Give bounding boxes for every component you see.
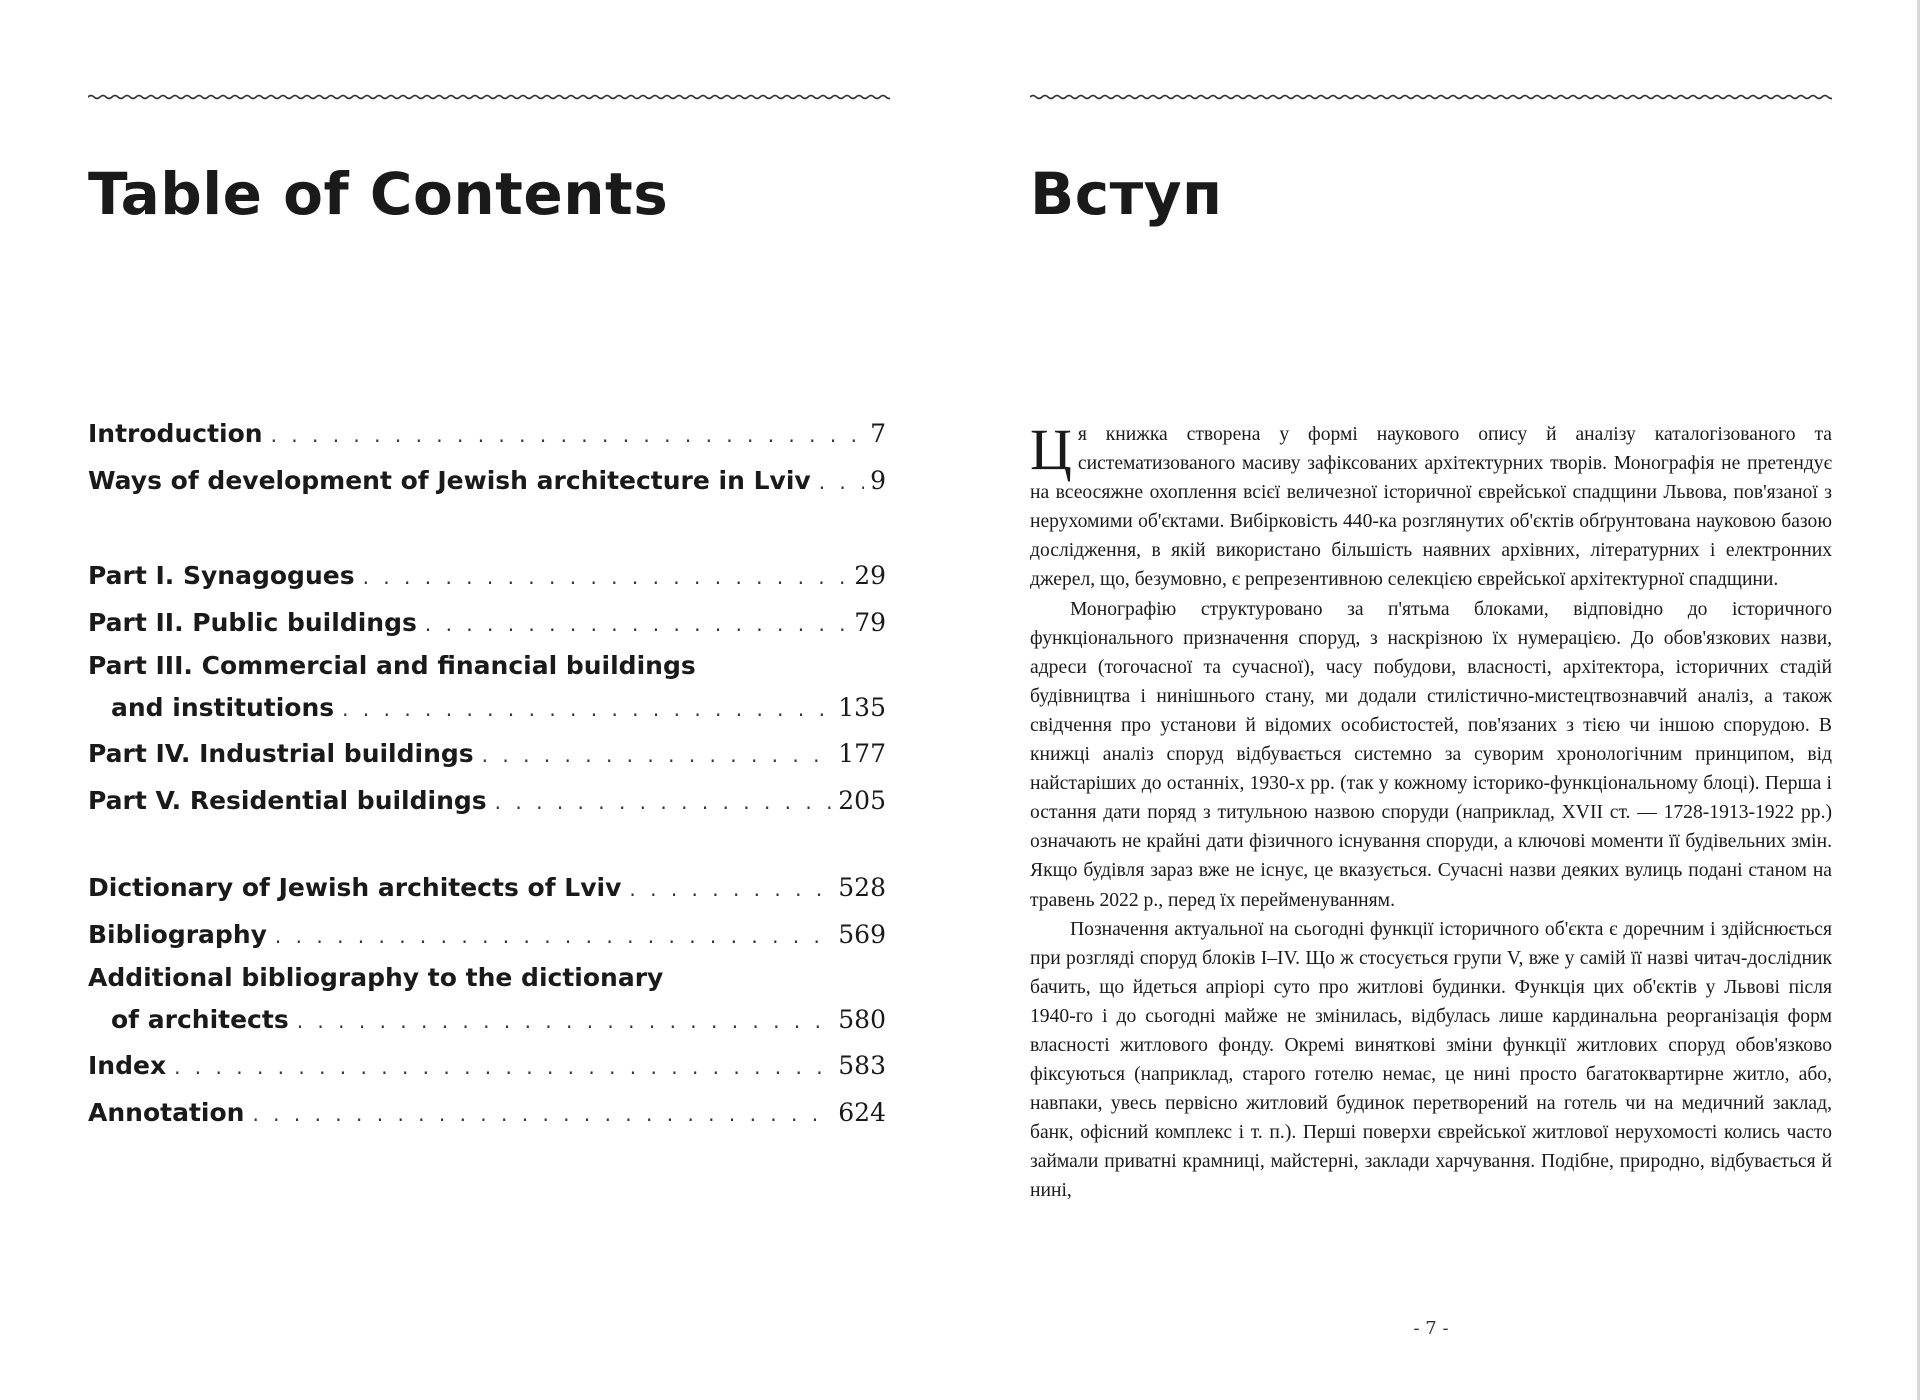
toc-leader-dots	[425, 601, 848, 648]
toc-entry-part-3[interactable]	[88, 646, 886, 730]
toc-entry-title: Part IV. Industrial buildings	[88, 739, 474, 768]
intro-paragraph-1	[1030, 417, 1832, 595]
toc-leader-dots	[174, 1044, 832, 1091]
toc-entry-title: Annotation	[88, 1098, 245, 1127]
toc-leader-dots	[271, 412, 865, 459]
toc-entry-page: 569	[838, 920, 886, 949]
toc-entry-ways-of-development[interactable]	[88, 457, 886, 504]
toc-entry-page: 528	[838, 873, 886, 902]
toc-entry-part-1[interactable]	[88, 552, 886, 599]
drop-cap: Ц	[1030, 417, 1072, 482]
toc-entry-part-4[interactable]	[88, 730, 886, 777]
toc-entry-title: Ways of development of Jewish architecture in Lviv	[88, 466, 811, 495]
toc-leader-dots	[495, 779, 833, 826]
toc-entry-page: 7	[870, 419, 886, 448]
toc-entry-page: 29	[854, 561, 886, 590]
intro-heading: Вступ	[1030, 160, 1223, 228]
toc-spacer	[88, 824, 886, 864]
left-page	[88, 0, 890, 1400]
toc-entry-part-5[interactable]	[88, 777, 886, 824]
toc-entry-title-line2: of architects	[111, 1005, 289, 1034]
intro-paragraph-2: Монографію структуровано за п'ятьма блоками, відповідно до історичного функціонального призначення споруд, з наскрізною їх нумерацією. До обов'язкових назви, адреси (тогочасної та сучасної), часу побудови, власності, архітектора, історичних стадій будівництва і нинішнього стану, ми додали стилістично-мистецтвознавчий аналіз, а також свідчення про установи й відомих особистостей, пов'язаних з тією чи іншою спорудою. В книжці аналіз споруд відбувається системно за суворим хронологічним принципом, від найстаріших до останніх, 1930-х рр. (так у кожному історико-функціональному блоці). Перша і остання дати поряд з титульною назвою споруди (наприклад, XVII ст. — 1728-1913-1922 рр.) означають не крайні дати фізичного існування споруди, а ключові моменти її будівельних змін. Якщо будівля зараз вже не існує, це вказується. Сучасні назви деяких вулиць подані станом на травень 2022 р., перед їх перейменуванням.	[1030, 598, 1832, 911]
toc-entry-title: Part II. Public buildings	[88, 608, 417, 637]
toc-leader-dots	[482, 732, 833, 779]
toc-entry-dictionary[interactable]	[88, 864, 886, 911]
toc-entry-page: 135	[838, 693, 886, 722]
table-of-contents	[88, 410, 886, 1136]
toc-entry-page: 580	[838, 1005, 886, 1034]
toc-entry-title: Part I. Synagogues	[88, 561, 355, 590]
toc-entry-page: 583	[838, 1051, 886, 1080]
toc-entry-title-line1: Additional bibliography to the dictionary	[88, 963, 664, 992]
toc-entry-title: Index	[88, 1051, 167, 1080]
toc-entry-annotation[interactable]	[88, 1089, 886, 1136]
toc-heading: Table of Contents	[88, 160, 669, 228]
toc-leader-dots	[629, 866, 832, 913]
toc-entry-part-2[interactable]	[88, 599, 886, 646]
toc-leader-dots	[342, 687, 832, 731]
toc-entry-page: 624	[838, 1098, 886, 1127]
toc-entry-page: 205	[838, 786, 886, 815]
toc-entry-title: Dictionary of Jewish architects of Lviv	[88, 873, 622, 902]
toc-entry-title-line1: Part III. Commercial and financial buildings	[88, 651, 696, 680]
toc-entry-bibliography[interactable]	[88, 911, 886, 958]
wavy-rule-left	[88, 88, 890, 106]
toc-entry-additional-bibliography[interactable]	[88, 958, 886, 1042]
toc-entry-title-line2: and institutions	[111, 693, 335, 722]
toc-entry-index[interactable]	[88, 1042, 886, 1089]
toc-leader-dots	[819, 459, 864, 506]
toc-leader-dots	[275, 913, 832, 960]
toc-entry-page: 177	[838, 739, 886, 768]
toc-entry-title: Part V. Residential buildings	[88, 786, 487, 815]
toc-entry-page: 9	[870, 466, 886, 495]
toc-leader-dots	[297, 999, 833, 1043]
toc-spacer	[88, 504, 886, 552]
toc-entry-title: Bibliography	[88, 920, 267, 949]
wavy-rule-right	[1030, 88, 1832, 106]
toc-entry-title: Introduction	[88, 419, 263, 448]
intro-paragraph-3: Позначення актуальної на сьогодні функції історичного об'єкта є доречним і здійснюється при розгляді споруд блоків I–IV. Що ж стосується групи V, вже у самій її назві читач-дослідник бачить, що йдеться апріорі суто про житлові будинки. Функція цих об'єктів у Львові після 1940-го і до сьогодні майже не змінилась, відбулась лише кардинальна реорганізація форм власності житлового фонду. Окремі виняткові зміни функції житлових споруд обов'язково фіксуються (наприклад, старого готелю немає, це нині просто багатоквартирне житло, або, навпаки, увесь первісно житловий будинок перетворений на готель чи на медичний заклад, банк, офісний комплекс і т. п.). Перші поверхи єврейської житлової нерухомості колись часто займали приватні крамниці, майстерні, заклади харчування. Подібне, природно, відбувається й нині,	[1030, 918, 1832, 1202]
toc-leader-dots	[363, 554, 849, 601]
toc-leader-dots	[252, 1091, 832, 1138]
intro-paragraph-1-text: я книжка створена у формі наукового опису й аналізу каталогізованого та систематизованого масиву зафіксованих архітектурних творів. Монографія не претендує на всеосяжне охоплення всієї величезної історичної єврейської спадщини Львова, пов'язаної з нерухомими об'єктами. Вибірковість 440-ка розглянутих об'єктів обґрунтована науковою базою дослідження, в якій використано більшість наявних архівних, літературних і електронних джерел, що, безумовно, є репрезентивною селекцією єврейської архітектурної спадщини.	[1030, 424, 1832, 591]
toc-entry-page: 79	[854, 608, 886, 637]
right-page	[1030, 0, 1832, 1400]
intro-body-text	[1030, 417, 1832, 1206]
page-number: - 7 -	[1413, 1318, 1449, 1339]
toc-entry-introduction[interactable]	[88, 410, 886, 457]
